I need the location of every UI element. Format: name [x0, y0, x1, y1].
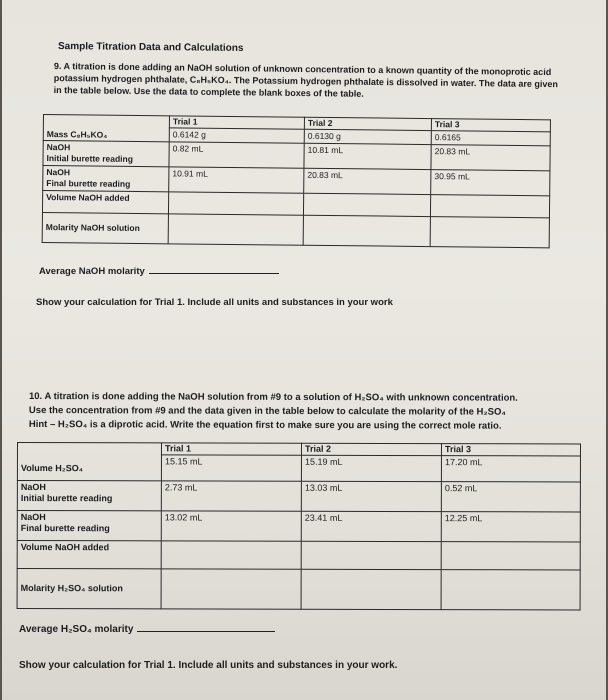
header-row	[17, 443, 580, 456]
volume-naoh-row	[17, 541, 580, 570]
question-10-text: 10. A titration is done adding the NaOH solution from #9 to a solution of H₂SO₄ with unknown concentration. Use the concentration from #9 and the data given in the table below to calculate the molarity of the H₂SO₄ Hint – H₂SO₄ is a diprotic acid. Write the equation first to make sure you are using the correct mole ratio.	[28, 391, 518, 432]
trial-2-header: Trial 2	[301, 443, 441, 455]
molarity-naoh-row	[42, 212, 549, 247]
question-9-table	[42, 114, 551, 248]
molarity-acid-cell-3[interactable]	[441, 570, 580, 610]
volume-acid-value-3: 17.20 mL	[441, 456, 580, 482]
trial-1-header: Trial 1	[161, 443, 301, 455]
final-value-1: 10.91 mL	[169, 167, 304, 193]
volume-naoh-cell-2[interactable]	[301, 541, 441, 569]
initial-reading-label: NaOH Initial burette reading	[43, 141, 169, 167]
trial-1-header: Trial 1	[169, 116, 304, 129]
average-naoh-molarity	[39, 266, 279, 277]
mass-value-1: 0.6142 g	[169, 128, 304, 143]
worksheet-title: Sample Titration Data and Calculations	[57, 41, 244, 54]
initial-value-1: 0.82 mL	[169, 142, 304, 168]
volume-naoh-cell-1[interactable]	[161, 541, 301, 569]
final-value-3: 30.95 mL	[431, 170, 550, 196]
initial-value-3: 20.83 mL	[431, 145, 550, 171]
initial-value-1: 2.73 mL	[161, 481, 301, 511]
volume-naoh-cell-2[interactable]	[303, 193, 430, 216]
initial-value-2: 10.81 mL	[304, 143, 431, 169]
molarity-acid-label: Molarity H₂SO₄ solution	[17, 569, 161, 609]
average-acid-molarity	[19, 624, 275, 635]
volume-acid-value-2: 15.19 mL	[301, 455, 441, 481]
mass-value-2: 0.6130 g	[304, 129, 431, 144]
final-reading-row	[17, 511, 580, 542]
volume-naoh-label: Volume NaOH added	[42, 191, 168, 214]
volume-naoh-cell-3[interactable]	[441, 542, 580, 570]
question-10-show-work: Show your calculation for Trial 1. Include all units and substances in your work.	[19, 660, 398, 671]
molarity-acid-cell-1[interactable]	[161, 569, 301, 609]
volume-acid-label: Volume H₂SO₄	[17, 443, 161, 481]
volume-acid-value-1: 15.15 mL	[161, 455, 301, 481]
final-value-1: 13.02 mL	[161, 511, 301, 541]
average-naoh-answer-line[interactable]	[149, 273, 279, 274]
trial-3-header: Trial 3	[441, 444, 580, 456]
initial-reading-row	[17, 481, 580, 512]
question-10-table	[17, 442, 581, 610]
initial-value-3: 0.52 mL	[441, 482, 580, 512]
molarity-naoh-cell-3[interactable]	[430, 217, 549, 248]
initial-value-2: 13.03 mL	[301, 481, 441, 511]
final-value-2: 23.41 mL	[301, 511, 441, 541]
question-9-text: 9. A titration is done adding an NaOH solution of unknown concentration to a known quantity of the monoprotic acid potassium hydrogen phthalate, C₈H₅KO₄. The Potassium hydrogen phthalate is dissolved in water. The data are given in the table below. Use the data to complete the blank boxes of the table.	[53, 60, 559, 99]
final-value-2: 20.83 mL	[304, 168, 431, 194]
mass-value-3: 0.6165	[431, 131, 550, 146]
final-reading-label: NaOH Final burette reading	[17, 511, 161, 541]
trial-3-header: Trial 3	[431, 119, 550, 132]
question-9-show-work: Show your calculation for Trial 1. Include all units and substances in your work	[36, 297, 393, 308]
average-acid-answer-line[interactable]	[137, 631, 275, 632]
mass-label: Mass C₈H₅KO₄	[43, 115, 169, 142]
average-acid-label: Average H₂SO₄ molarity	[19, 624, 134, 635]
molarity-acid-cell-2[interactable]	[301, 569, 441, 609]
molarity-naoh-label: Molarity NaOH solution	[42, 212, 168, 243]
molarity-naoh-cell-2[interactable]	[303, 215, 430, 246]
final-reading-label: NaOH Final burette reading	[43, 166, 169, 192]
volume-naoh-cell-3[interactable]	[430, 195, 549, 218]
volume-naoh-cell-1[interactable]	[168, 192, 303, 215]
initial-reading-label: NaOH Initial burette reading	[17, 481, 161, 511]
final-value-3: 12.25 mL	[441, 512, 580, 542]
molarity-naoh-cell-1[interactable]	[168, 214, 303, 245]
molarity-acid-row	[17, 569, 580, 610]
average-naoh-label: Average NaOH molarity	[39, 266, 145, 277]
worksheet-page	[2, 0, 606, 700]
volume-naoh-label: Volume NaOH added	[17, 541, 161, 569]
trial-2-header: Trial 2	[304, 117, 431, 130]
